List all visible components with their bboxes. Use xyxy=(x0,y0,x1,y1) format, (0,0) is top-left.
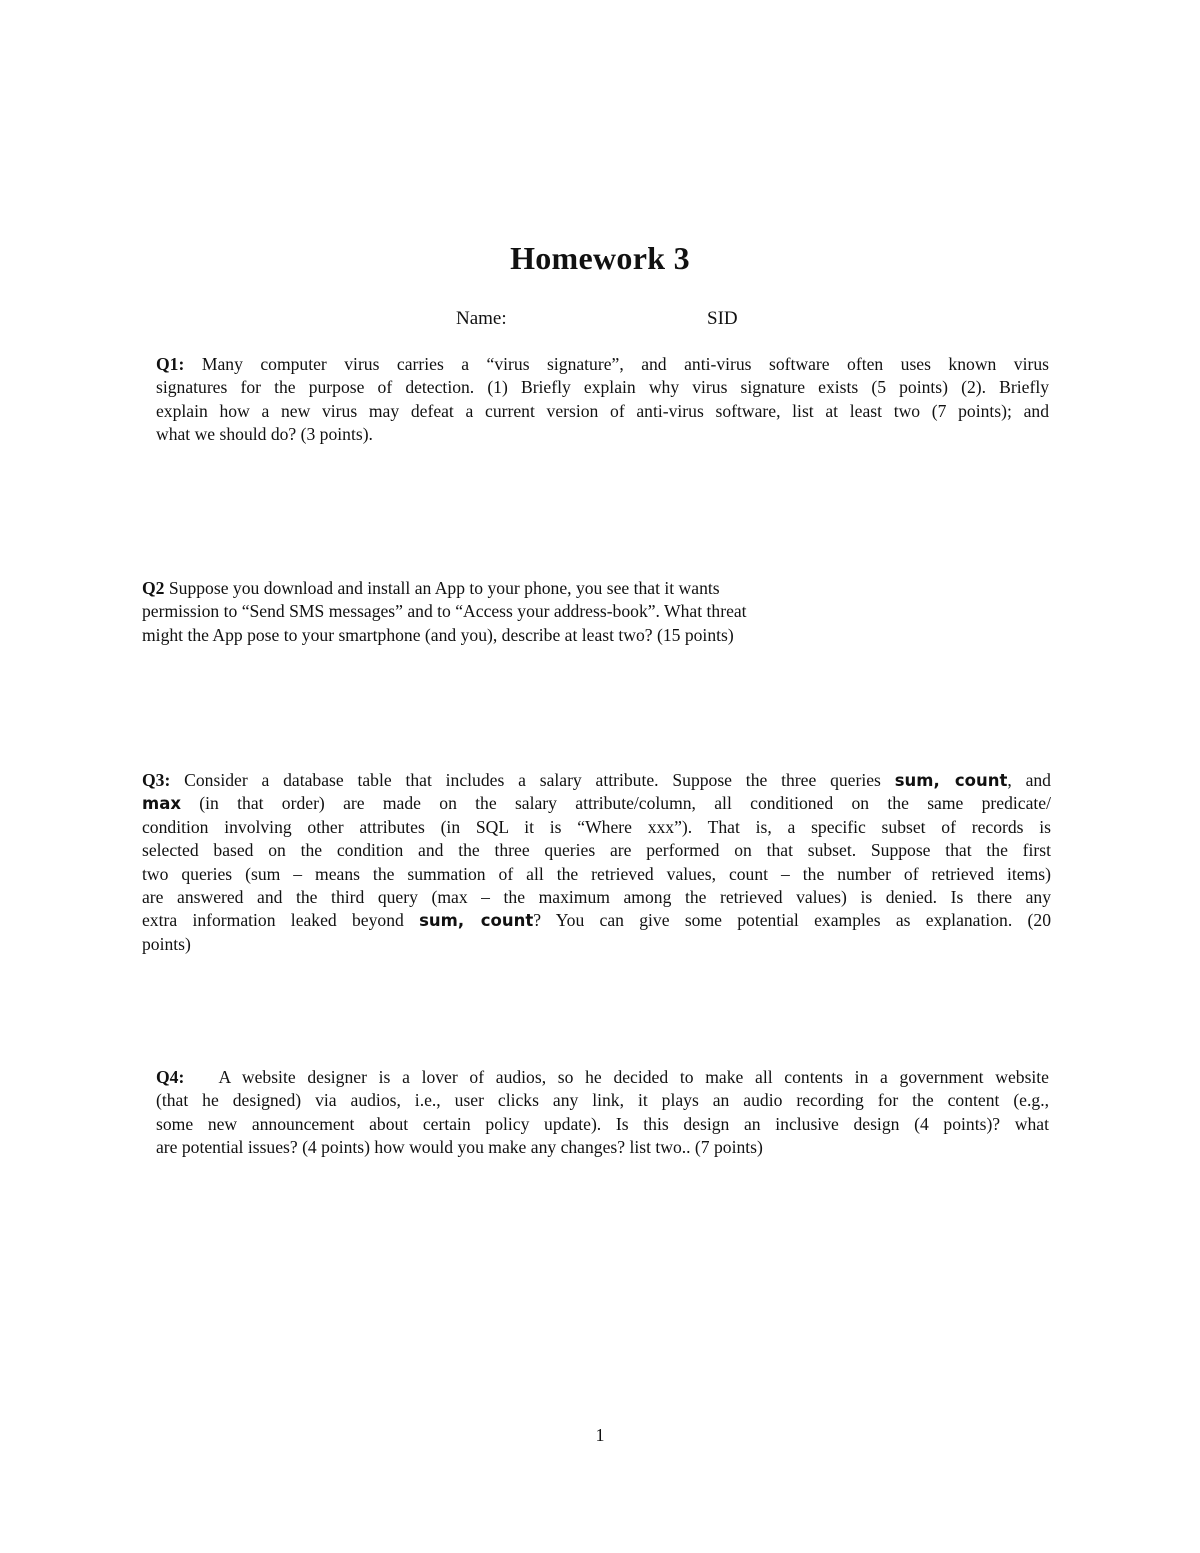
question-text: , and xyxy=(1007,770,1051,790)
question-text: Consider a database table that includes a salary attribute. Suppose the three queries xyxy=(170,770,895,790)
question-text: (that he designed) via audios, i.e., user clicks any link, it plays an audio recording for the content (e.g., xyxy=(156,1090,1049,1111)
question-text: Suppose you download and install an App to your phone, you see that it wants xyxy=(164,578,720,598)
document-title: Homework 3 xyxy=(510,240,690,276)
question-text: (in that order) are made on the salary attribute/column, all conditioned on the same predicate/ xyxy=(180,793,1051,814)
question-line xyxy=(142,769,1051,792)
question-text: explain how a new virus may defeat a current version of anti-virus software, list at least two (7 points); and xyxy=(156,400,1049,421)
question-text: some new announcement about certain policy update). Is this design an inclusive design (4 points)? what xyxy=(156,1113,1049,1134)
question-text: A website designer is a lover of audios, so he decided to make all contents in a government website xyxy=(184,1067,1049,1087)
question-text: permission to “Send SMS messages” and to “Access your address-book”. What threat xyxy=(142,601,747,622)
question-text: extra information leaked beyond xyxy=(142,910,420,931)
question-2 xyxy=(142,577,902,647)
keyword-sum: sum xyxy=(894,771,934,790)
question-text: two queries (sum – means the summation of all the retrieved values, count – the number of retrieved items) xyxy=(142,863,1051,884)
question-text: Many computer virus carries a “virus signature”, and anti-virus software often uses known virus xyxy=(184,354,1049,374)
name-label: Name: xyxy=(456,308,507,329)
question-text: what we should do? (3 points). xyxy=(156,424,373,445)
question-text: points) xyxy=(142,933,191,954)
sid-label: SID xyxy=(707,308,738,329)
question-text: signatures for the purpose of detection. (1) Briefly explain why virus signature exists (5 points) (2). Briefly xyxy=(156,377,1049,398)
question-line xyxy=(142,577,902,600)
question-text: are potential issues? (4 points) how would you make any changes? list two.. (7 points) xyxy=(156,1137,763,1158)
question-text: are answered and the third query (max – the maximum among the retrieved values) is denied. Is there any xyxy=(142,887,1051,908)
keyword-sum-count: sum, count xyxy=(419,911,534,931)
question-line xyxy=(156,353,1049,376)
question-text: selected based on the condition and the three queries are performed on that subset. Suppose that the first xyxy=(142,840,1051,861)
question-1 xyxy=(156,353,1049,447)
keyword-count: count xyxy=(954,771,1008,790)
question-line xyxy=(142,909,1051,932)
question-text: might the App pose to your smartphone (and you), describe at least two? (15 points) xyxy=(142,624,734,645)
question-number: Q1: xyxy=(156,354,185,374)
question-line xyxy=(142,792,1051,815)
question-number: Q2 xyxy=(142,578,165,598)
question-number: Q3: xyxy=(142,770,171,790)
keyword-separator: , xyxy=(933,771,955,790)
question-number: Q4: xyxy=(156,1067,185,1087)
question-line xyxy=(156,1066,1049,1089)
question-4 xyxy=(156,1066,1049,1160)
question-text: ? You can give some potential examples as explanation. (20 xyxy=(533,910,1051,931)
question-3 xyxy=(142,769,1051,956)
question-text: condition involving other attributes (in SQL it is “Where xxx”). That is, a specific subset of records is xyxy=(142,816,1051,837)
page-number: 1 xyxy=(595,1425,605,1445)
keyword-max: max xyxy=(142,794,181,814)
